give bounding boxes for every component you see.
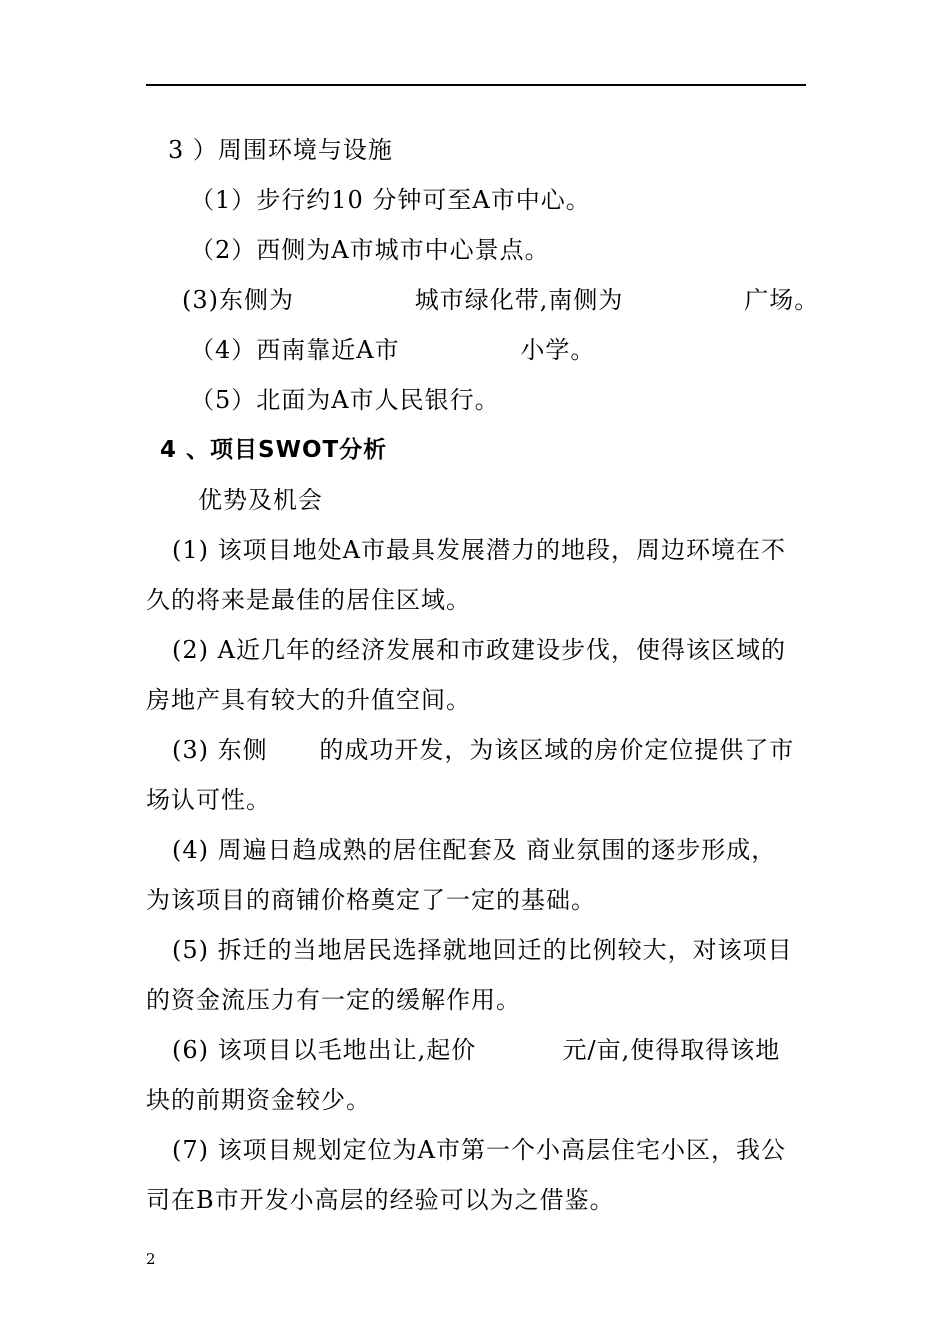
paragraph-line: 块的前期资金较少。 [146,1086,371,1114]
paragraph-line: 的资金流压力有一定的缓解作用。 [146,986,521,1014]
paragraph-line: 房地产具有较大的升值空间。 [146,686,471,714]
paragraph-line: 为该项目的商铺价格奠定了一定的基础。 [146,886,596,914]
paragraph-line: (1) 该项目地处A市最具发展潜力的地段，周边环境在不 [172,536,786,564]
section-4-title: 4 、项目SWOT分析 [160,437,388,463]
page-number: 2 [146,1250,156,1268]
paragraph-line: 司在B市开发小高层的经验可以为之借鉴。 [146,1186,615,1214]
section-3-item-1: （1）步行约10 分钟可至A市中心。 [190,186,591,214]
paragraph-line: (2) A近几年的经济发展和市政建设步伐，使得该区域的 [172,636,786,664]
section-3-title: 3 ）周围环境与设施 [168,136,393,164]
paragraph-line: (7) 该项目规划定位为A市第一个小高层住宅小区，我公 [172,1136,786,1164]
header-rule [146,84,806,86]
section-3-item-2: （2）西侧为A市城市中心景点。 [190,236,550,264]
section-3-item-5: （5）北面为A市人民银行。 [190,386,500,414]
paragraph-line: (3) 东侧 的成功开发，为该区域的房价定位提供了市 [172,736,795,764]
paragraph-line: (5) 拆迁的当地居民选择就地回迁的比例较大，对该项目 [172,936,793,964]
section-3-item-4: （4）西南靠近A市 小学。 [190,336,596,364]
paragraph-line: (6) 该项目以毛地出让,起价 元/亩,使得取得该地 [172,1036,781,1064]
paragraph-line: 久的将来是最佳的居住区域。 [146,586,471,614]
paragraph-line: 场认可性。 [146,786,271,814]
paragraph-line: (4) 周遍日趋成熟的居住配套及 商业氛围的逐步形成， [172,836,777,864]
section-3-item-3: (3)东侧为 城市绿化带,南侧为 广场。 [182,286,820,314]
section-4-subtitle: 优势及机会 [198,486,323,514]
